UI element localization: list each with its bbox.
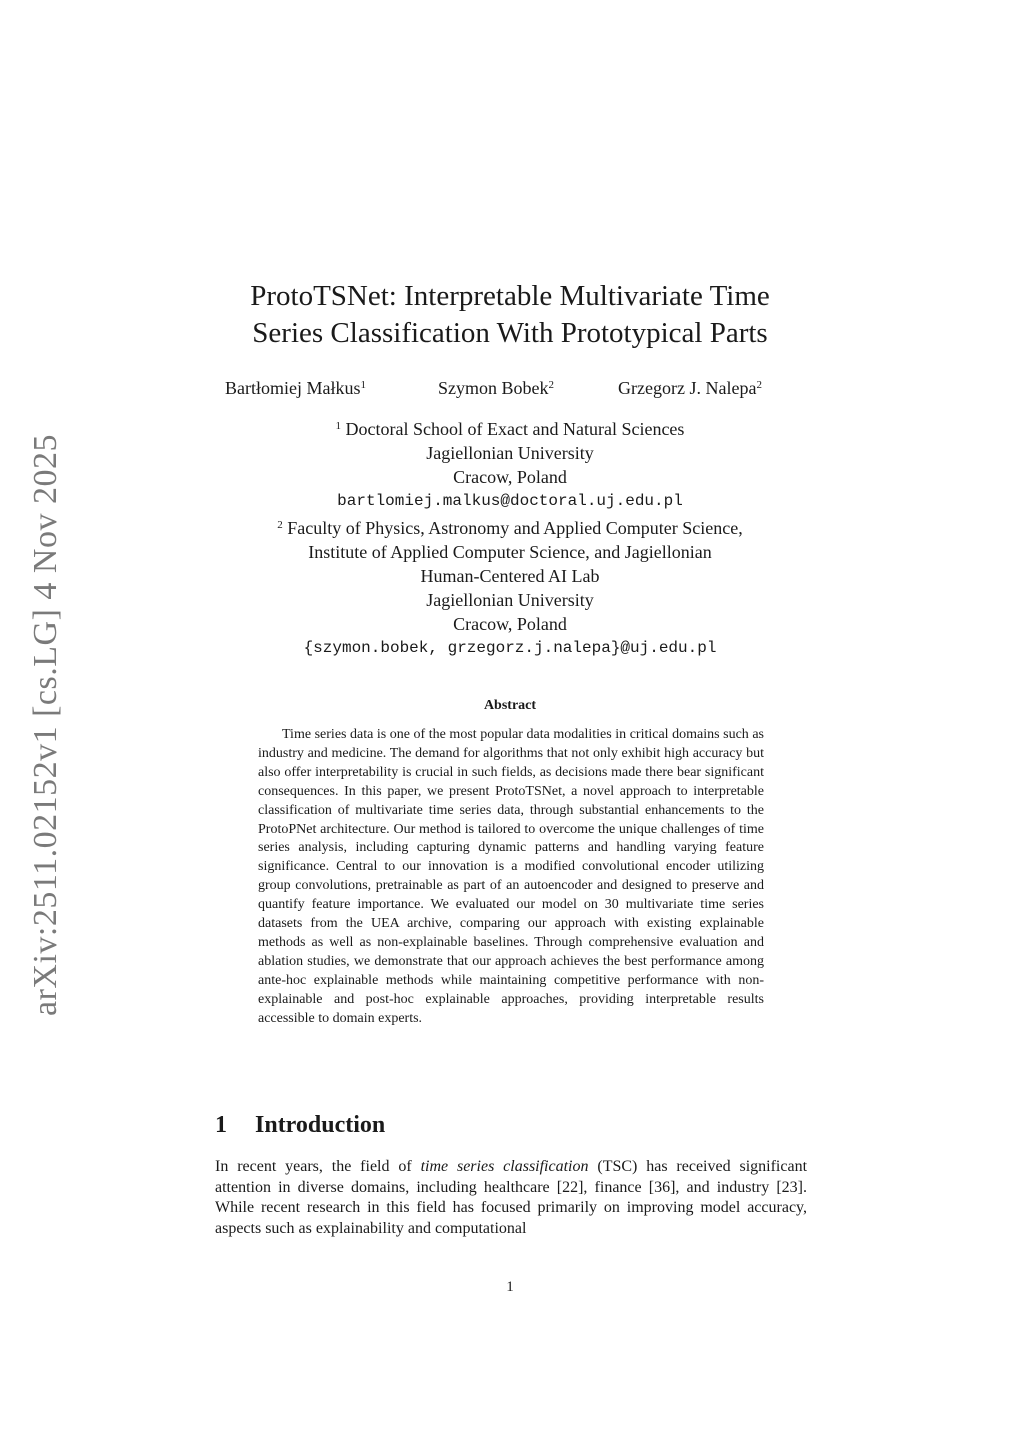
aff2-email[interactable]: {szymon.bobek, grzegorz.j.nalepa}@uj.edu.pl — [303, 639, 717, 657]
aff1-line1 — [200, 414, 820, 441]
arxiv-side-stamp: arXiv:2511.02152v1 [cs.LG] 4 Nov 2025 — [27, 434, 64, 1016]
intro-text-rest: (TSC) has received significant attention in diverse domains, including healthcare [22], finance [36], and industry [23]. While recent research in this field has focused primarily on improving model accuracy, aspects such as explainability and computational — [215, 1158, 808, 1237]
author-1 — [225, 372, 366, 401]
abstract-heading: Abstract — [483, 698, 537, 713]
aff1-line1-text: Doctoral School of Exact and Natural Sciences — [345, 419, 685, 439]
intro-emphasis: time series classification — [420, 1158, 589, 1175]
aff1-sup: 1 — [335, 420, 342, 432]
aff2-line2: Institute of Applied Computer Science, and Jagiellonian — [308, 542, 712, 562]
section-title: Introduction — [255, 1112, 386, 1138]
aff2-line1 — [200, 513, 820, 540]
aff2-sup: 2 — [277, 519, 283, 531]
section-heading — [215, 1112, 385, 1139]
title-line-1: ProtoTSNet: Interpretable Multivariate Time — [250, 280, 770, 312]
aff1-line2: Jagiellonian University — [426, 443, 594, 463]
intro-paragraph — [215, 1157, 807, 1239]
aff2-line4: Jagiellonian University — [426, 590, 594, 610]
author-3-sup: 2 — [756, 379, 762, 391]
author-3-name: Grzegorz J. Nalepa — [618, 378, 757, 398]
affiliations — [200, 414, 820, 660]
author-1-sup: 1 — [360, 379, 366, 391]
section-number: 1 — [215, 1112, 227, 1138]
aff2-line1-text: Faculty of Physics, Astronomy and Applied Computer Science, — [287, 518, 743, 538]
author-2-sup: 2 — [548, 379, 554, 391]
paper-title — [200, 278, 820, 352]
aff2-line3: Human-Centered AI Lab — [420, 566, 600, 586]
title-line-2: Series Classification With Prototypical Parts — [252, 317, 768, 349]
aff2-line5: Cracow, Poland — [453, 614, 567, 634]
abstract-text: Time series data is one of the most popular data modalities in critical domains such as industry and medicine. The demand for algorithms that not only exhibit high accuracy but also offer interpretability is crucial in such fields, as decisions made there bear significant consequences. In this paper, we present ProtoTSNet, a novel approach to interpretable classification of multivariate time series data, through substantial enhancements to the ProtoPNet architecture. Our method is tailored to overcome the unique challenges of time series analysis, including capturing dynamic patterns and handling varying feature significance. Central to our innovation is a modified convolutional encoder utilizing group convolutions, pretrainable as part of an autoencoder and designed to preserve and quantify feature importance. We evaluated our model on 30 multivariate time series datasets from the UEA archive, comparing our approach with existing explainable methods as well as non-explainable baselines. Through comprehensive evaluation and ablation studies, we demonstrate that our approach achieves the best performance among ante-hoc explainable methods while maintaining competitive performance with non-explainable and post-hoc explainable approaches, providing interpretable results accessible to domain experts. — [258, 727, 764, 1026]
author-2 — [438, 372, 554, 401]
aff1-line3: Cracow, Poland — [453, 467, 567, 487]
author-3 — [618, 372, 762, 401]
intro-text-start: In recent years, the field of — [215, 1158, 421, 1175]
author-2-name: Szymon Bobek — [438, 378, 549, 398]
aff1-email[interactable]: bartlomiej.malkus@doctoral.uj.edu.pl — [337, 492, 683, 510]
page-number: 1 — [506, 1279, 514, 1295]
author-1-name: Bartłomiej Małkus — [225, 378, 361, 398]
